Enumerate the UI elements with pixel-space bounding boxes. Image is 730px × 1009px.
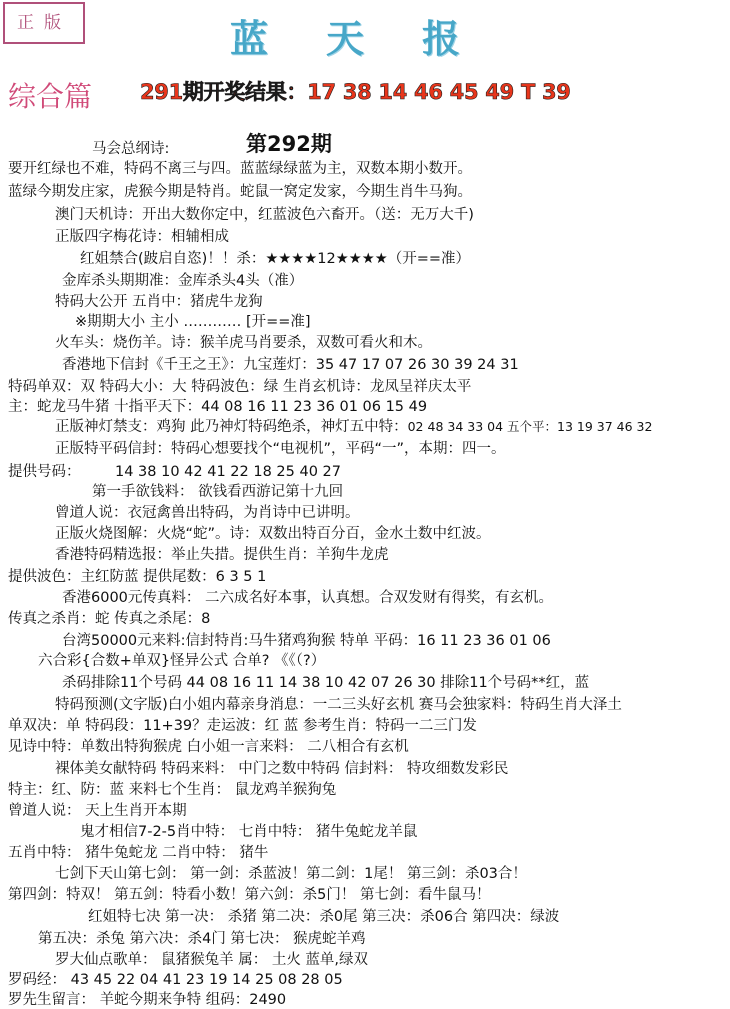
text-line: 六合彩{合数+单双}怪异公式 合单? 《《（?）	[38, 653, 326, 669]
text-line: 特码大公开 五肖中：猪虎牛龙狗	[55, 294, 263, 310]
text-line: 主：蛇龙马牛猪 十指平天下：44 08 16 11 23 36 01 06 15 49	[8, 399, 428, 415]
text-line: 正版四字梅花诗：相辅相成	[55, 229, 229, 245]
text-line: 罗码经： 43 45 22 04 41 23 19 14 25 08 28 05	[8, 972, 343, 988]
text-line: 香港地下信封《千王之王》：九宝莲灯：35 47 17 07 26 30 39 24 31	[62, 357, 519, 373]
section-label: 综合篇	[8, 80, 93, 113]
text-line: 特主：红、防：蓝 来料七个生肖： 鼠龙鸡羊猴狗兔	[8, 782, 337, 798]
text-line: 台湾50000元来料:信封特肖:马牛猪鸡狗猴 特单 平码：16 11 23 36 01 06	[62, 633, 551, 649]
text-line: 第一手欲钱料： 欲钱看西游记第十九回	[92, 484, 344, 500]
text-line: 正版火烧图解：火烧“蛇”。诗：双数出特百分百，金水土数中红波。	[55, 526, 491, 542]
text-line: 七剑下天山第七剑： 第一剑：杀蓝波！第二剑：1尾！ 第三剑：杀03合！	[55, 866, 527, 882]
text-line: 香港6000元传真料： 二六成名好本事，认真想。合双发财有得奖，有玄机。	[62, 590, 554, 606]
text-line: ※期期大小 主小 ………… [开==准]	[75, 314, 311, 330]
text-line: 提供号码：	[8, 464, 81, 480]
text-line: 第四剑：特双！ 第五剑：特看小数！第六剑：杀5门！ 第七剑：看牛鼠马！	[8, 887, 491, 903]
text-line: 特码单双：双 特码大小：大 特码波色：绿 生肖玄机诗：龙凤呈祥庆太平	[8, 379, 472, 395]
text-line: 澳门天机诗：开出大数你定中，红蓝波色六畜开。（送：无万大千)	[55, 207, 474, 223]
text-line: 正版神灯禁支：鸡狗 此乃神灯特码绝杀，神灯五中特：02 48 34 33 04 五个平：13 19 37 46 32	[55, 419, 653, 435]
issue-number: 第292期	[246, 132, 332, 156]
text-line: 五肖中特： 猪牛兔蛇龙 二肖中特： 猪牛	[8, 845, 269, 861]
text-line: 单双决：单 特码段：11+39？走运波：红 蓝 参考生肖：特码一二三门发	[8, 718, 477, 734]
text-line: 传真之杀肖：蛇 传真之杀尾：8	[8, 611, 211, 627]
text-line: 14 38 10 42 41 22 18 25 40 27	[115, 464, 341, 480]
text-line: 要开红绿也不难，特码不离三与四。蓝蓝绿绿蓝为主，双数本期小数开。	[8, 161, 472, 177]
text-line: 火车头：烧伤羊。诗：猴羊虎马肖要杀，双数可看火和木。	[55, 335, 432, 351]
newspaper-title: 蓝天报	[230, 16, 519, 61]
text-line: 马会总纲诗:	[92, 141, 170, 157]
text-line: 金库杀头期期准：金库杀头4头（准）	[62, 273, 304, 289]
text-line: 见诗中特：单数出特狗猴虎 白小姐一言来料： 二八相合有玄机	[8, 739, 409, 755]
text-line: 红姐禁合(跛启自恣)！！杀：★★★★12★★★★（开==准）	[80, 251, 471, 267]
text-line-tail: 02 48 34 33 04 五个平：13 19 37 46 32	[407, 419, 653, 434]
text-line: 红姐特七决 第一决： 杀猪 第二决：杀0尾 第三决：杀06合 第四决：绿波	[88, 909, 560, 925]
text-line: 蓝绿今期发庄家，虎猴今期是特肖。蛇鼠一窝定发家，今期生肖牛马狗。	[8, 184, 472, 200]
text-line: 香港特码精选报：举止失措。提供生肖：羊狗牛龙虎	[55, 547, 389, 563]
text-line: 提供波色：主红防蓝 提供尾数：6 3 5 1	[8, 569, 267, 585]
text-line: 罗先生留言： 羊蛇今期来争特 组码：2490	[8, 992, 287, 1008]
text-line: 曾道人说： 天上生肖开本期	[8, 803, 187, 819]
text-line: 鬼才相信7-2-5肖中特： 七肖中特： 猪牛兔蛇龙羊鼠	[80, 824, 418, 840]
text-line: 罗大仙点歌单： 鼠猪猴兔羊 属： 土火 蓝单,绿双	[55, 952, 369, 968]
text-line: 正版特平码信封：特码心想要找个“电视机”，平码“一”，本期：四一。	[55, 441, 506, 457]
text-line: 第五决：杀兔 第六决：杀4门 第七决： 猴虎蛇羊鸡	[38, 931, 366, 947]
edition-badge: 正版	[3, 2, 85, 44]
result-banner: 291期开奖结果：17 38 14 46 45 49 T 39	[140, 80, 571, 104]
text-line: 杀码排除11个号码 44 08 16 11 14 38 10 42 07 26 30 排除11个号码**红，蓝	[62, 675, 590, 691]
text-line: 特码预测(文字版)白小姐内幕亲身消息：一二三头好玄机 赛马会独家料：特码生肖大泽土	[55, 697, 622, 713]
text-line: 曾道人说：衣冠禽兽出特码，为肖诗中已讲明。	[55, 505, 360, 521]
text-line: 裸体美女献特码 特码来料： 中门之数中特码 信封料： 特攻细数发彩民	[55, 761, 509, 777]
